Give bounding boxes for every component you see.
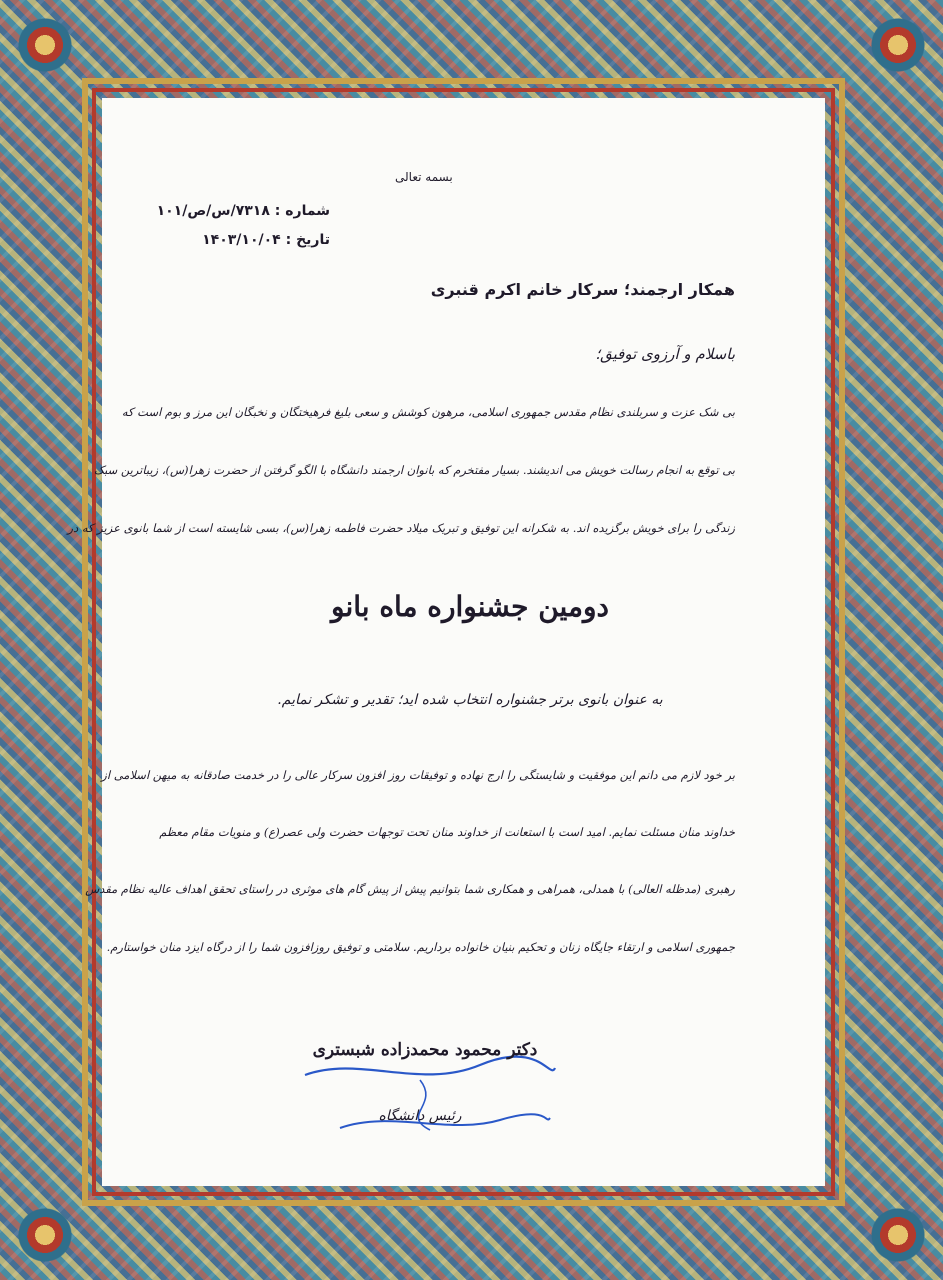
bismillah-heading: بسمه تعالی — [395, 170, 453, 184]
paragraph2-line: جمهوری اسلامی و ارتقاء جایگاه زنان و تحکیم بنیان خانواده برداریم. سلامتی و توفیق روزافزون شما را از درگاه ایزد منان خواستارم. — [106, 940, 735, 954]
paragraph1-line: بی توقع به انجام رسالت خویش می اندیشند. بسیار مفتخرم که بانوان ارجمند دانشگاه با الگو گرفتن از حضرت زهرا(س)، زیباترین سبک — [93, 463, 735, 477]
paragraph2-line: رهبری (مدظله العالی) با همدلی، همراهی و همکاری شما بتوانیم پیش از پیش گام های موثری در راستای تحقق اهداف عالیه نظام مقدس — [85, 882, 735, 896]
paragraph1-line: بی شک عزت و سربلندی نظام مقدس جمهوری اسلامی، مرهون کوشش و سعی بلیغ فرهیختگان و نخبگان این مرز و بوم است که — [121, 405, 735, 419]
paragraph2-line: بر خود لازم می دانم این موفقیت و شایستگی را ارج نهاده و توفیقات روز افزون سرکار عالی را در خدمت صادقانه به میهن اسلامی از — [101, 768, 735, 782]
letter-date-value: ۱۴۰۳/۱۰/۰۴ — [202, 232, 281, 248]
letter-number — [156, 203, 330, 219]
greeting: باسلام و آرزوی توفیق؛ — [595, 345, 735, 363]
letter-date-label: تاریخ : — [285, 232, 330, 248]
festival-title: دومین جشنواره ماه بانو — [331, 590, 609, 623]
signature-scribble — [300, 1050, 560, 1140]
paragraph2-line: خداوند منان مسئلت نمایم. امید است با استعانت از خداوند منان تحت توجهات حضرت ولی عصر(ع) و منویات مقام معظم — [159, 825, 735, 839]
letter-number-value: ۷۳۱۸/س/ص/۱۰۱ — [156, 203, 270, 219]
selection-line: به عنوان بانوی برتر جشنواره انتخاب شده اید؛ تقدیر و تشکر نمایم. — [277, 692, 663, 708]
signatory-name: دکتر محمود محمدزاده شبستری — [312, 1040, 538, 1060]
letter-date — [160, 232, 330, 248]
addressee: همکار ارجمند؛ سرکار خانم اکرم قنبری — [430, 280, 735, 299]
paragraph1-line: زندگی را برای خویش برگزیده اند. به شکرانه این توفیق و تبریک میلاد حضرت فاطمه زهرا(س)، بسی شایسته است از شما بانوی عزیز که در — [67, 521, 735, 535]
letter-paper — [67, 98, 825, 1186]
corner-ornament-bottom-left — [10, 1200, 80, 1270]
letter-number-label: شماره : — [274, 203, 330, 219]
corner-ornament-top-left — [10, 10, 80, 80]
corner-ornament-bottom-right — [863, 1200, 933, 1270]
corner-ornament-top-right — [863, 10, 933, 80]
signatory-title: رئیس دانشگاه — [378, 1108, 462, 1124]
